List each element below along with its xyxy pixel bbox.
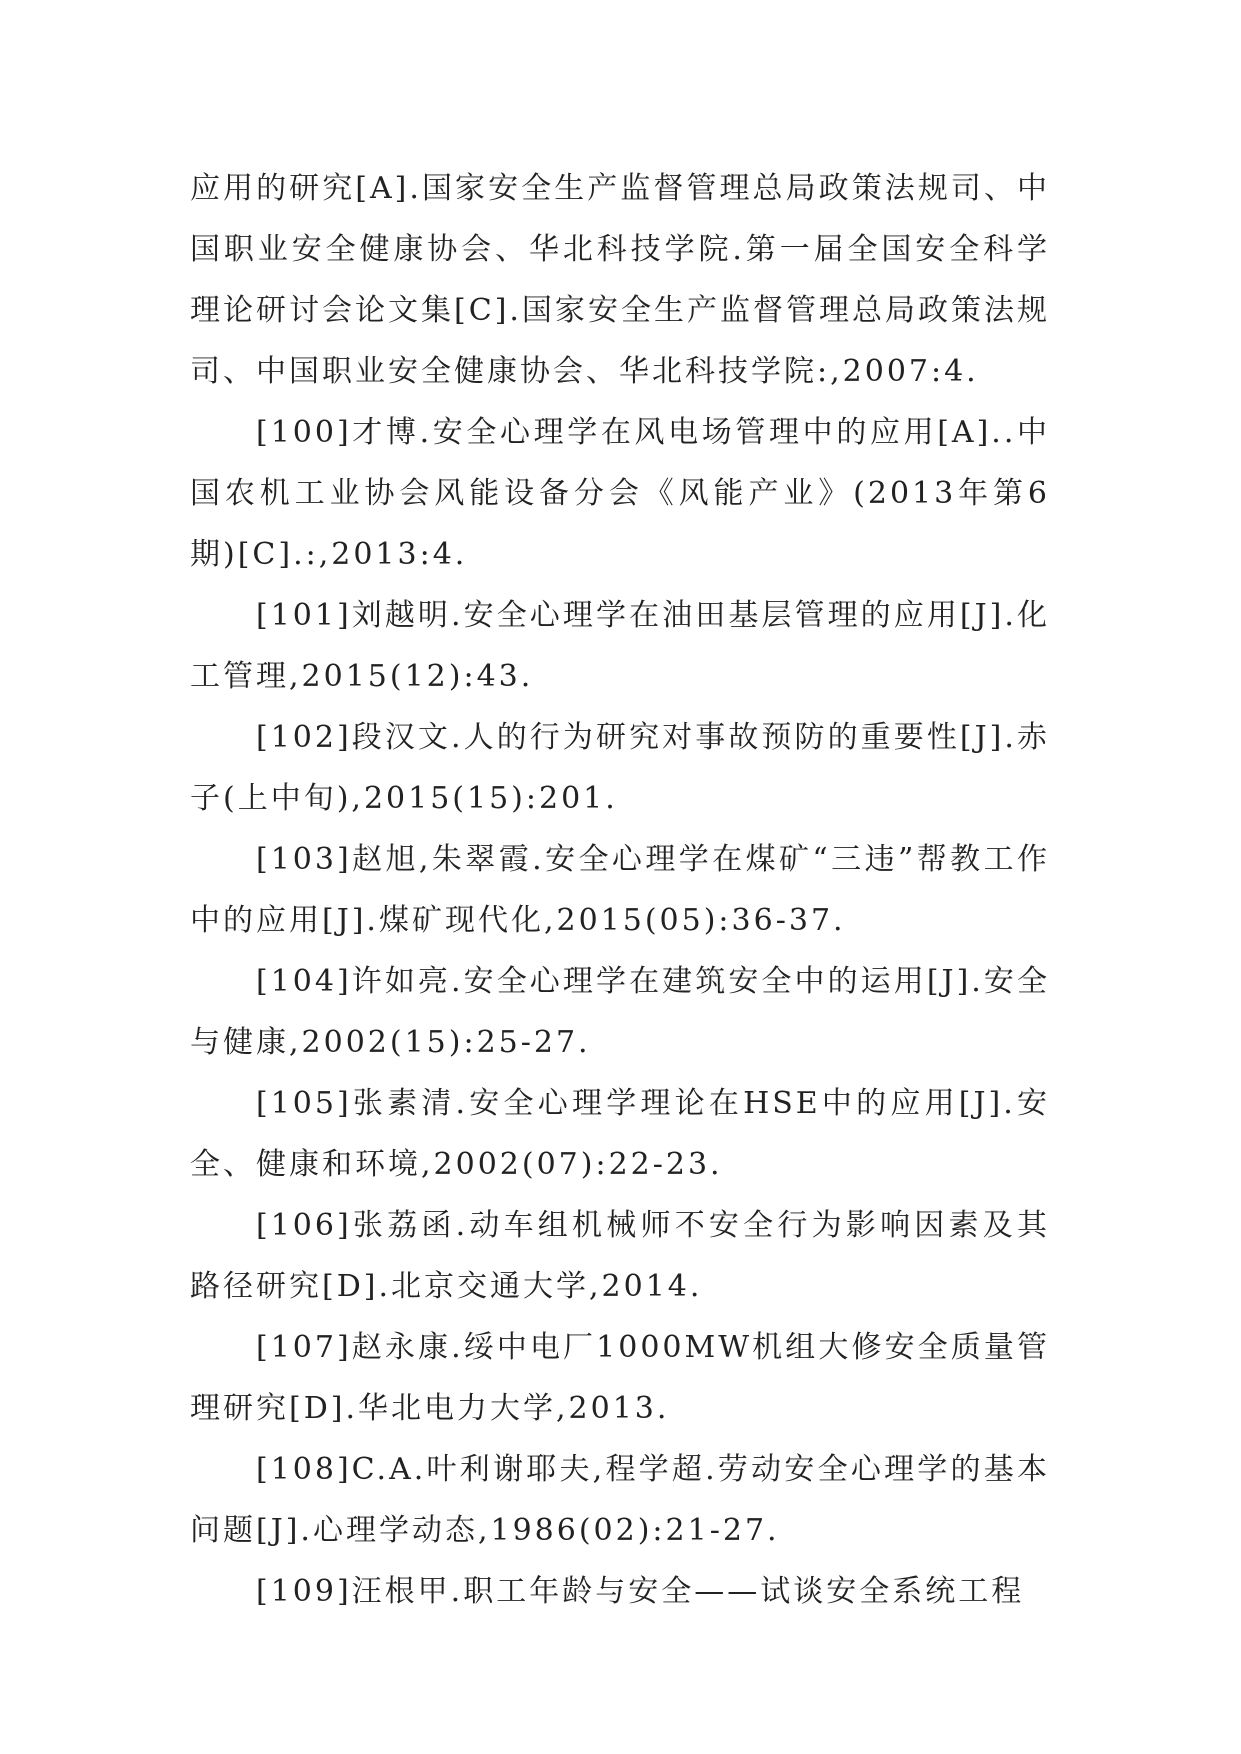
reference-entry: [101]刘越明.安全心理学在油田基层管理的应用[J].化工管理,2015(12):43.	[190, 598, 1050, 694]
reference-entry: 应用的研究[A].国家安全生产监督管理总局政策法规司、中国职业安全健康协会、华北科技学院.第一届全国安全科学理论研讨会论文集[C].国家安全生产监督管理总局政策法规司、中国职业安全健康协会、华北科技学院:,2007:4.	[190, 171, 1050, 389]
reference-entry: [100]才博.安全心理学在风电场管理中的应用[A]..中国农机工业协会风能设备分会《风能产业》(2013年第6期)[C].:,2013:4.	[190, 415, 1050, 572]
reference-entry: [104]许如亮.安全心理学在建筑安全中的运用[J].安全与健康,2002(15):25-27.	[190, 964, 1050, 1060]
reference-entry: [108]C.A.叶利谢耶夫,程学超.劳动安全心理学的基本问题[J].心理学动态,1986(02):21-27.	[190, 1452, 1050, 1548]
reference-entry: [109]汪根甲.职工年龄与安全——试谈安全系统工程	[256, 1574, 1025, 1609]
reference-list	[190, 158, 1050, 1622]
reference-entry: [106]张荔函.动车组机械师不安全行为影响因素及其路径研究[D].北京交通大学,2014.	[190, 1208, 1050, 1304]
reference-entry: [107]赵永康.绥中电厂1000MW机组大修安全质量管理研究[D].华北电力大学,2013.	[190, 1330, 1050, 1426]
reference-entry: [105]张素清.安全心理学理论在HSE中的应用[J].安全、健康和环境,2002(07):22-23.	[190, 1086, 1050, 1182]
reference-entry: [103]赵旭,朱翠霞.安全心理学在煤矿“三违”帮教工作中的应用[J].煤矿现代化,2015(05):36-37.	[190, 842, 1050, 938]
reference-entry: [102]段汉文.人的行为研究对事故预防的重要性[J].赤子(上中旬),2015(15):201.	[190, 720, 1050, 816]
